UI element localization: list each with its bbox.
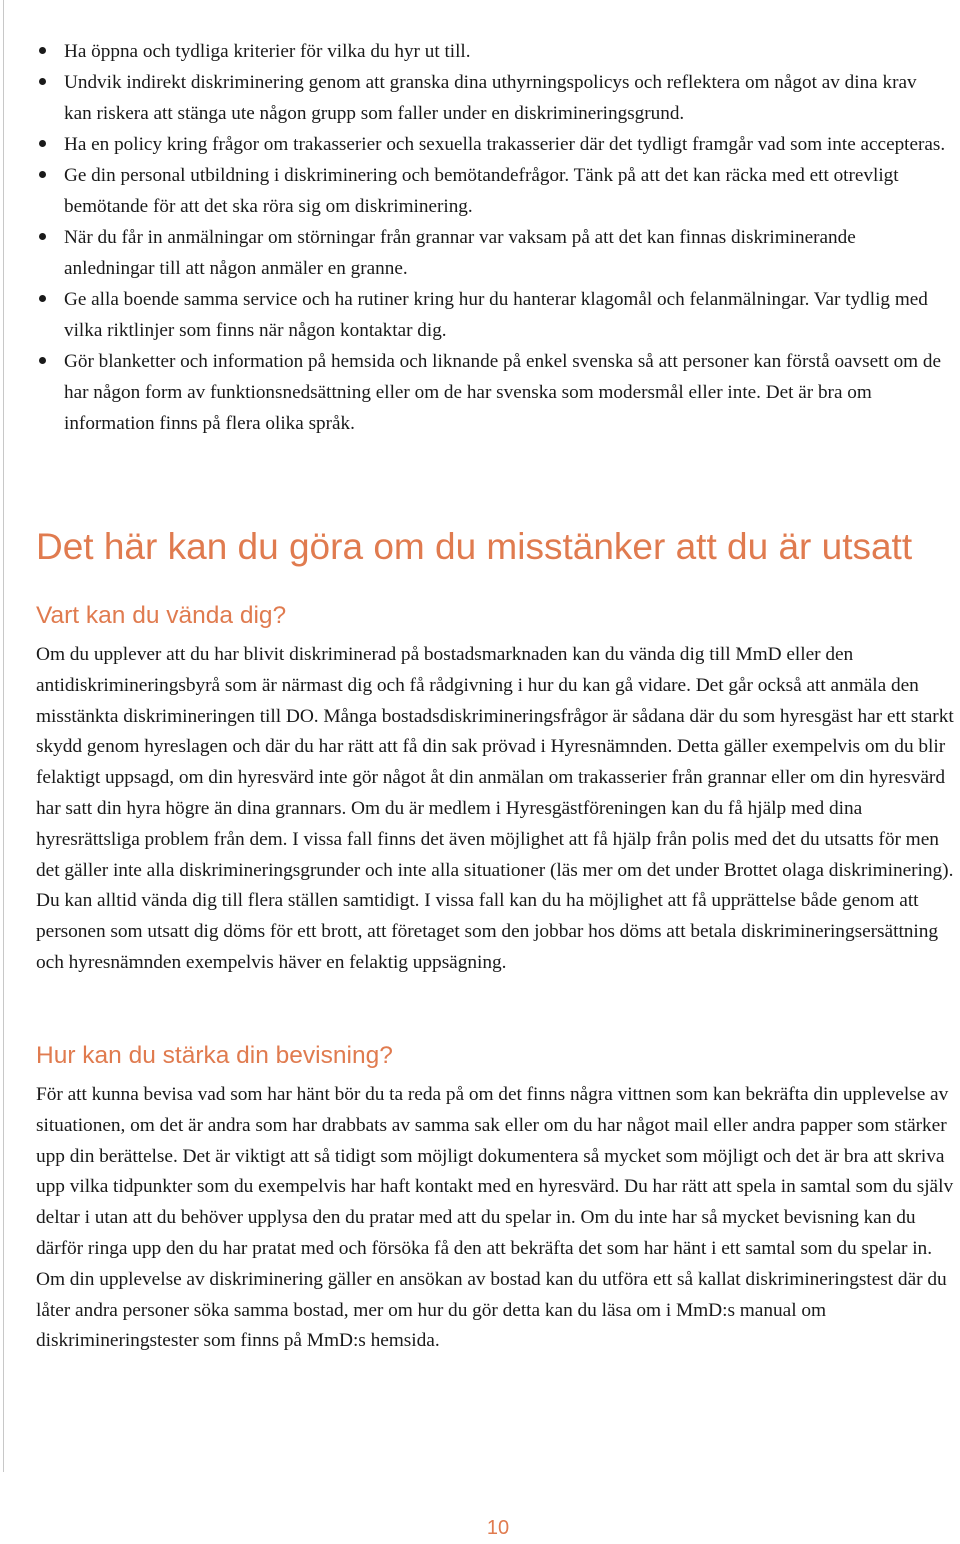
bullet-icon [39, 47, 46, 54]
bullet-list [36, 36, 948, 439]
section-body-evidence: För att kunna bevisa vad som har hänt bör du ta reda på om det finns några vittnen som kan bekräfta din upplevelse av situationen, om det är andra som har drabbats av samma sak eller om du har något mail eller andra papper som stärker upp din berättelse. Det är viktigt att så tidigt som möjligt dokumentera så mycket som möjligt och det är bra att skriva upp vilka tidpunkter som du exempelvis har haft kontakt med en hyresvärd. Du har rätt att spela in samtal som du själv deltar i utan att du behöver upplysa den du pratar med att du spelar in. Om du inte har så mycket bevisning kan du därför ringa upp den du har pratat med och försöka få den att bekräfta det som har hänt i ett samtal som du spelar in. Om din upplevelse av diskriminering gäller en ansökan av bostad kan du utföra ett så kallat diskrimineringstest där du låter andra personer söka samma bostad, mer om hur du gör detta kan du läsa om i MmD:s manual om diskrimineringstester som finns på MmD:s hemsida. [36, 1084, 954, 1352]
list-item [36, 160, 948, 222]
list-item-text: Gör blanketter och information på hemsida och liknande på enkel svenska så att personer kan förstå oavsett om de har någon form av funktionsnedsättning eller om de har svenska som modersmål eller inte. Det är bra om information finns på flera olika språk. [64, 351, 942, 434]
list-item [36, 67, 948, 129]
list-item [36, 222, 948, 284]
section-heading-where-to-turn: Vart kan du vända dig? [36, 602, 287, 629]
list-item-text: Undvik indirekt diskriminering genom att granska dina uthyrningspolicys och reflektera om något av dina krav kan riskera att stänga ute någon grupp som faller under en diskrimineringsgrund. [64, 72, 917, 124]
list-item [36, 36, 948, 67]
margin-rule [3, 0, 4, 1472]
section-heading-evidence: Hur kan du stärka din bevisning? [36, 1042, 393, 1069]
list-item-text: Ge din personal utbildning i diskriminering och bemötandefrågor. Tänk på att det kan räcka med ett otrevligt bemötande för att det ska röra sig om diskriminering. [64, 165, 899, 217]
bullet-icon [39, 357, 46, 364]
list-item [36, 284, 948, 346]
list-item-text: Ge alla boende samma service och ha rutiner kring hur du hanterar klagomål och felanmälningar. Var tydlig med vilka riktlinjer som finns när någon kontaktar dig. [64, 289, 928, 341]
bullet-icon [39, 295, 46, 302]
list-item-text: Ha öppna och tydliga kriterier för vilka du hyr ut till. [64, 41, 471, 62]
page-number: 10 [486, 1517, 510, 1539]
bullet-icon [39, 140, 46, 147]
section-body-where-to-turn: Om du upplever att du har blivit diskriminerad på bostadsmarknaden kan du vända dig till MmD eller den antidiskrimineringsbyrå som är närmast dig och få rådgivning i hur du kan gå vidare. Det går också att anmäla den misstänkta diskrimineringen till DO. Många bostadsdiskrimineringsfrågor är sådana där du som hyresgäst har ett starkt skydd genom hyreslagen och där du har rätt att få din sak prövad i Hyresnämnden. Detta gäller exempelvis om du blir felaktigt uppsagd, om din hyresvärd inte gör något åt din anmälan om trakasserier från grannar eller om din hyresvärd har satt din hyra högre än dina grannars. Om du är medlem i Hyresgästföreningen kan du få hjälp med dina hyresrättsliga problem från dem. I vissa fall finns det även möjlighet att få hjälp från polis med det du utsatts för men det gäller inte alla diskrimineringsgrunder och inte alla situationer (läs mer om det under Brottet olaga diskriminering). Du kan alltid vända dig till flera ställen samtidigt. I vissa fall kan du ha möjlighet att få upprättelse både genom att personen som utsatt dig döms för ett brott, att företaget som den jobbar hos döms att betala diskrimineringsersättning och hyresnämnden exempelvis häver en felaktig uppsägning. [36, 644, 954, 973]
list-item [36, 129, 948, 160]
bullet-icon [39, 171, 46, 178]
list-item-text: Ha en policy kring frågor om trakasserier och sexuella trakasserier där det tydligt framgår vad som inte accepteras. [64, 134, 946, 155]
bullet-icon [39, 233, 46, 240]
main-heading: Det här kan du göra om du misstänker att du är utsatt [36, 526, 913, 567]
bullet-icon [39, 78, 46, 85]
list-item [36, 346, 948, 439]
list-item-text: När du får in anmälningar om störningar från grannar var vaksam på att det kan finnas diskriminerande anledningar till att någon anmäler en granne. [64, 227, 856, 279]
